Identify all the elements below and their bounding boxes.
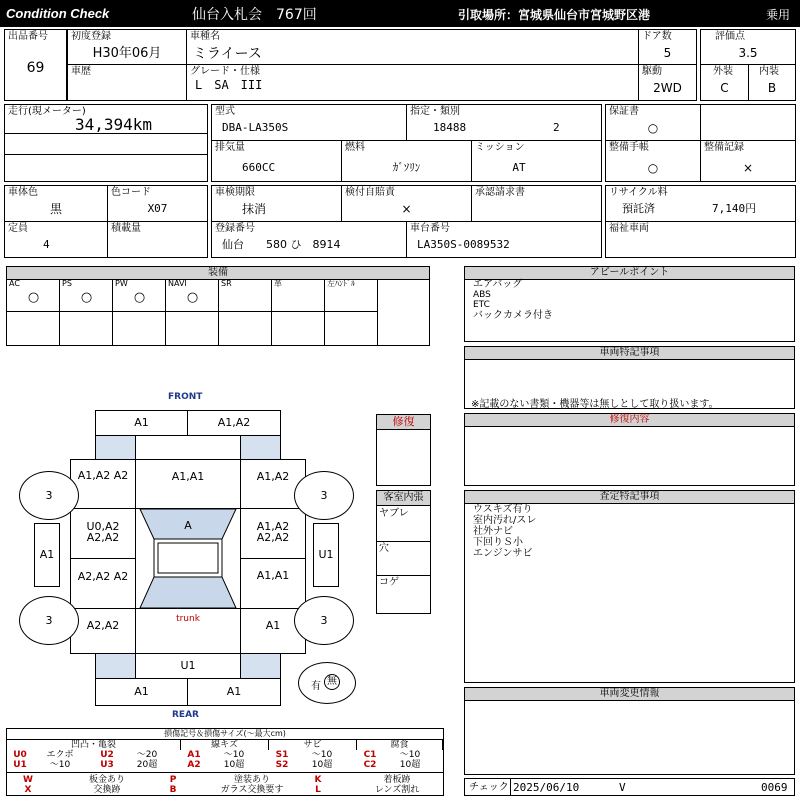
reg-label: 初度登録 [71,31,111,42]
equipment-item [7,279,60,345]
recycle-fee: 7,140円 [712,202,757,215]
panel-front-right: A1,A2 [187,410,281,436]
rear-bumper: U1 [135,653,241,679]
assessment-line: 室内汚れ/スレ [473,515,537,526]
legend-text: ～10 [49,760,71,770]
legend-text: ガラス交換要す [220,785,284,795]
plate-label: 登録番号 [215,223,255,234]
legend-code: U0 [13,750,27,760]
legend-code: C1 [363,750,377,760]
pickup-location: 引取場所：宮城県仙台市宮城野区港 [458,8,651,22]
int-cell [748,64,796,101]
legend-text: 塗装あり [233,775,270,785]
assessment-line: ウスキズ有り [473,504,533,515]
ext-value: C [720,81,729,95]
recycle-label: リサイクル料 [609,187,668,198]
mileage-cell [4,104,208,182]
grille [135,435,241,460]
disp-cell [211,140,342,182]
doors-value: 5 [663,46,672,60]
header-bar [0,0,800,27]
interior-item-hole: 穴 [379,543,389,554]
lot-label: 出品番号 [8,31,48,42]
check-date: 2025/06/10 [513,781,580,794]
headlight-right [240,435,281,460]
approval-label: 承認請求書 [475,187,525,198]
legend-text: 10超 [399,760,421,770]
plate-cell [211,221,407,258]
legend-text: ～10 [399,750,421,760]
legend-text: 10超 [223,760,245,770]
legend-code: X [24,785,32,795]
assessment-line: 社外ナビ [473,526,513,537]
brand-label: Condition Check [6,6,110,21]
assessment-panel [464,490,795,683]
car-name: ミライース [193,46,262,62]
equipment-panel [6,266,430,346]
colorcode-value: X07 [147,202,168,215]
door-front-right: A1,A2 A2,A2 [240,508,306,559]
color-cell [4,185,108,222]
equipment-label: SR [221,279,232,288]
legend-group-header: 線キズ [181,739,269,750]
score-cell [700,29,796,65]
mission-label: ミッション [475,142,525,153]
reg-cell [67,29,187,65]
name-label: 車種名 [190,31,220,42]
equipment-title: 装備 [7,267,429,280]
insurance-label: 検付自賠責 [345,187,395,198]
hood: A1,A1 [135,459,241,509]
class-cell [406,104,602,141]
appeal-title: アピールポイント [465,267,794,280]
legend-code: C2 [363,760,377,770]
doors-label: ドア数 [642,31,672,42]
legend-text: ～20 [136,750,158,760]
equipment-item [325,279,378,345]
legend-code: P [169,775,177,785]
recycle-status: 預託済 [622,202,655,215]
legend-code: S2 [275,760,289,770]
mission-value: AT [512,161,526,174]
lot-number: 69 [26,60,45,76]
legend-code: L [315,785,321,795]
cap-label: 定員 [8,223,28,234]
fuel-value: ｶﾞｿﾘﾝ [392,161,421,174]
special-panel [464,346,795,409]
welfare-cell [605,221,796,258]
equipment-mark: ○ [133,290,146,305]
check-row [464,778,795,796]
legend-title: 損傷記号＆損傷サイズ(～最大cm) [164,729,286,738]
cap-cell [4,221,108,258]
model-label: 型式 [215,106,235,117]
rear-label: REAR [172,710,199,720]
mission-cell [471,140,602,182]
legend-text: 20超 [136,760,158,770]
lot-cell [4,29,67,101]
fuel-label: 燃料 [345,142,365,153]
colorcode-label: 色コード [111,187,151,198]
check-code: V [619,781,626,794]
appeal-line: ETC [473,300,490,310]
rear-right: A1 [187,678,281,706]
legend-code: K [314,775,322,785]
record-value: × [742,161,754,175]
interior-item-tear: ヤブレ [379,508,409,519]
legend-group-header: サビ [269,739,357,750]
appeal-line: ABS [473,290,491,300]
equipment-mark: ○ [186,290,199,305]
repair-panel [464,413,795,486]
warranty-value: ○ [647,121,659,135]
legend-text: 板金あり [88,775,125,785]
doors-cell [638,29,697,65]
load-label: 積載量 [111,223,141,234]
interior-box-title: 客室内張 [377,491,430,506]
door-front-left: U0,A2 A2,A2 [70,508,136,559]
equipment-mark: ○ [80,290,93,305]
welfare-label: 福祉車両 [609,223,649,234]
score-value: 3.5 [738,46,758,60]
grade-value: L SA III [195,78,263,92]
legend-text: 交換跡 [93,785,121,795]
fender-front-right: A1,A2 [240,459,306,509]
change-panel [464,687,795,775]
legend-text: ～10 [311,750,333,760]
plate-value: 仙台 580 ひ 8914 [222,238,341,251]
legend-group-header: 凹凸・亀裂 [7,739,181,750]
windshield-mark: A [184,519,192,532]
warranty-label: 保証書 [609,106,639,117]
insurance-cell [341,185,472,222]
fuel-cell [341,140,472,182]
tire-rear-right: 3 [294,596,354,645]
legend-code: U3 [100,760,114,770]
class-type: 2 [553,121,560,134]
legend-text: ～10 [223,750,245,760]
assessment-line: エンジンサビ [473,548,533,559]
manual-label: 整備手帳 [609,142,649,153]
reg-date: H30年06月 [92,46,162,61]
door-rear-left: A2,A2 A2 [70,558,136,609]
appeal-line: バックカメラ付き [473,310,553,321]
equipment-label: PS [62,279,72,288]
history-cell [67,64,187,101]
history-label: 車歴 [71,66,91,77]
load-cell [107,221,208,258]
legend-code: A2 [187,760,201,770]
interior-item-burn: コゲ [379,577,399,588]
mirror-left: A1 [34,523,60,587]
fender-front-left: A1,A2 A2 [70,459,136,509]
colorcode-cell [107,185,208,222]
damage-legend [6,728,444,796]
mirror-right: U1 [313,523,339,587]
check-number: 0069 [761,781,788,794]
auction-title: 仙台入札会 767回 [192,7,317,23]
equipment-item [219,279,272,345]
headlight-left [95,435,136,460]
legend-text: レンズ割れ [374,785,420,795]
assessment-line: 下回りＳ小 [473,537,523,548]
record-cell [700,140,796,182]
legend-code: B [169,785,177,795]
record-label: 整備記録 [704,142,744,153]
equipment-label: NAVI [168,279,187,288]
manual-cell [605,140,701,182]
trunk-lid: trunk [135,608,241,654]
panel-front-left: A1 [95,410,188,436]
front-label: FRONT [168,392,203,402]
class-number: 18488 [433,121,467,134]
legend-text: 10超 [311,760,333,770]
legend-code: S1 [275,750,289,760]
change-title: 車両変更情報 [465,688,794,701]
model-cell [211,104,407,141]
rear-left: A1 [95,678,188,706]
drive-value: 2WD [653,81,682,95]
approval-cell [471,185,602,222]
recycle-cell [605,185,796,222]
special-title: 車両特記事項 [465,347,794,360]
mileage-value: 34,394km [75,115,153,134]
legend-group-header: 腐食 [357,739,443,750]
legend-code: A1 [187,750,201,760]
repair-title: 修復内容 [465,414,794,427]
assessment-title: 査定特記事項 [465,491,794,504]
check-label: チェック [469,782,509,793]
int-value: B [767,81,777,95]
model-value: DBA-LA350S [222,121,289,134]
tire-front-right: 3 [294,471,354,520]
disp-value: 660CC [242,161,276,174]
quarter-rear-left: A2,A2 [70,608,136,654]
taillight-left [95,653,136,679]
name-cell [186,29,639,65]
tire-rear-left: 3 [19,596,79,645]
appeal-line: エアバッグ [473,279,523,290]
interior-box [376,490,431,614]
color-value: 黒 [49,202,62,216]
yes-no-indicator [298,662,356,704]
equipment-item [113,279,166,345]
yes-label: 有 [311,681,321,692]
legend-code: U1 [13,760,27,770]
taillight-right [240,653,281,679]
equipment-label: 革 [274,279,282,288]
repair-box-title: 修復 [377,415,430,430]
cabin [135,508,241,609]
legend-code: W [23,775,33,785]
legend-text: 着板跡 [383,775,411,785]
equipment-label: 左ﾊﾝﾄﾞﾙ [327,279,355,288]
inspect-label: 車検期限 [215,187,255,198]
score-label: 評価点 [715,31,745,42]
equipment-item [166,279,219,345]
warranty-cell [605,104,796,141]
inspect-cell [211,185,342,222]
legend-text: エクボ [46,750,74,760]
disp-label: 排気量 [215,142,245,153]
equipment-item [60,279,113,345]
legend-code: U2 [100,750,114,760]
drive-cell [638,64,697,101]
vin-cell [406,221,602,258]
drive-label: 駆動 [642,66,662,77]
equipment-item [272,279,325,345]
equipment-mark: ○ [27,290,40,305]
int-label: 内装 [759,66,779,77]
insurance-value: × [401,202,412,216]
grade-cell [186,64,639,101]
tire-front-left: 3 [19,471,79,520]
mileage-label: 走行(現メーター) [8,106,86,117]
manual-value: ○ [647,161,659,175]
no-label: 無 [324,674,340,690]
cap-value: 4 [43,238,50,251]
appeal-panel [464,266,795,342]
equipment-label: AC [9,279,20,288]
grade-label: グレード・仕様 [190,66,260,77]
special-note: ※記載のない書類・機器等は無しとして取り扱います。 [471,399,719,410]
ext-label: 外装 [713,66,733,77]
door-rear-right: A1,A1 [240,558,306,609]
category-label: 乗用 [766,8,791,22]
ext-cell [700,64,749,101]
repair-box [376,414,431,486]
color-label: 車体色 [8,187,38,198]
inspect-value: 抹消 [242,202,267,216]
quarter-rear-right: A1 [240,608,306,654]
vin-label: 車台番号 [410,223,450,234]
class-label: 指定・類別 [410,106,460,117]
equipment-label: PW [115,279,128,288]
vin-value: LA350S-0089532 [417,238,510,251]
